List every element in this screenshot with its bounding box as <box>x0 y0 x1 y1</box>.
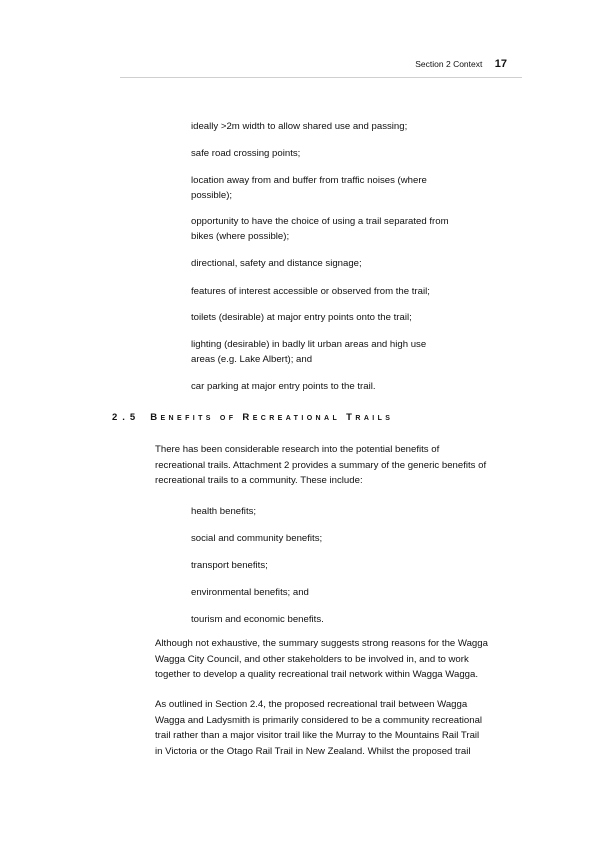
paragraph-line: recreational trails. Attachment 2 provides a summary of the generic benefits of <box>155 459 487 471</box>
list-item: social and community benefits; <box>191 533 323 544</box>
list-item: location away from and buffer from traffic noises (where possible); <box>191 175 427 201</box>
paragraph-line: As outlined in Section 2.4, the proposed recreational trail between Wagga <box>155 699 468 710</box>
section-number: 2.5 <box>112 412 141 423</box>
paragraph-line: Wagga and Ladysmith is primarily considered to be a community recreational <box>155 714 483 726</box>
list-item: tourism and economic benefits. <box>191 614 324 625</box>
header-section-label: Section 2 Context <box>415 59 483 69</box>
list-item: directional, safety and distance signage; <box>191 258 362 269</box>
list-item: transport benefits; <box>191 560 268 571</box>
section-title: Benefits of Recreational Trails <box>150 412 394 423</box>
list-item: car parking at major entry points to the trail. <box>191 381 376 392</box>
paragraph-line: together to develop a quality recreational trail network within Wagga Wagga. <box>155 669 478 680</box>
list-item: toilets (desirable) at major entry points onto the trail; <box>191 312 412 323</box>
list-item: ideally >2m width to allow shared use and passing; <box>191 121 408 132</box>
paragraph-line: recreational trails to a community. These include: <box>155 475 363 486</box>
page-header <box>415 58 507 70</box>
list-item: features of interest accessible or observed from the trail; <box>191 286 430 297</box>
paragraph-line: in Victoria or the Otago Rail Trail in New Zealand. Whilst the proposed trail <box>155 745 471 757</box>
list-item: opportunity to have the choice of using a trail separated from bikes (where possible); <box>191 216 449 242</box>
paragraph-line: Wagga City Council, and other stakeholders to be involved in, and to work <box>155 653 469 665</box>
list-item: environmental benefits; and <box>191 587 309 598</box>
paragraph-line: There has been considerable research into the potential benefits of <box>155 444 440 455</box>
paragraph-line: trail rather than a major visitor trail like the Murray to the Mountains Rail Trail <box>155 730 480 741</box>
section-heading <box>112 412 393 423</box>
header-rule <box>120 77 522 78</box>
list-item: health benefits; <box>191 506 257 517</box>
list-item: safe road crossing points; <box>191 148 301 159</box>
paragraph <box>155 697 515 759</box>
intro-paragraph <box>155 442 515 489</box>
page-number: 17 <box>494 58 507 70</box>
list-item: lighting (desirable) in badly lit urban areas and high use areas (e.g. Lake Albert); and <box>191 339 427 365</box>
paragraph <box>155 636 515 683</box>
paragraph-line: Although not exhaustive, the summary suggests strong reasons for the Wagga <box>155 638 488 649</box>
